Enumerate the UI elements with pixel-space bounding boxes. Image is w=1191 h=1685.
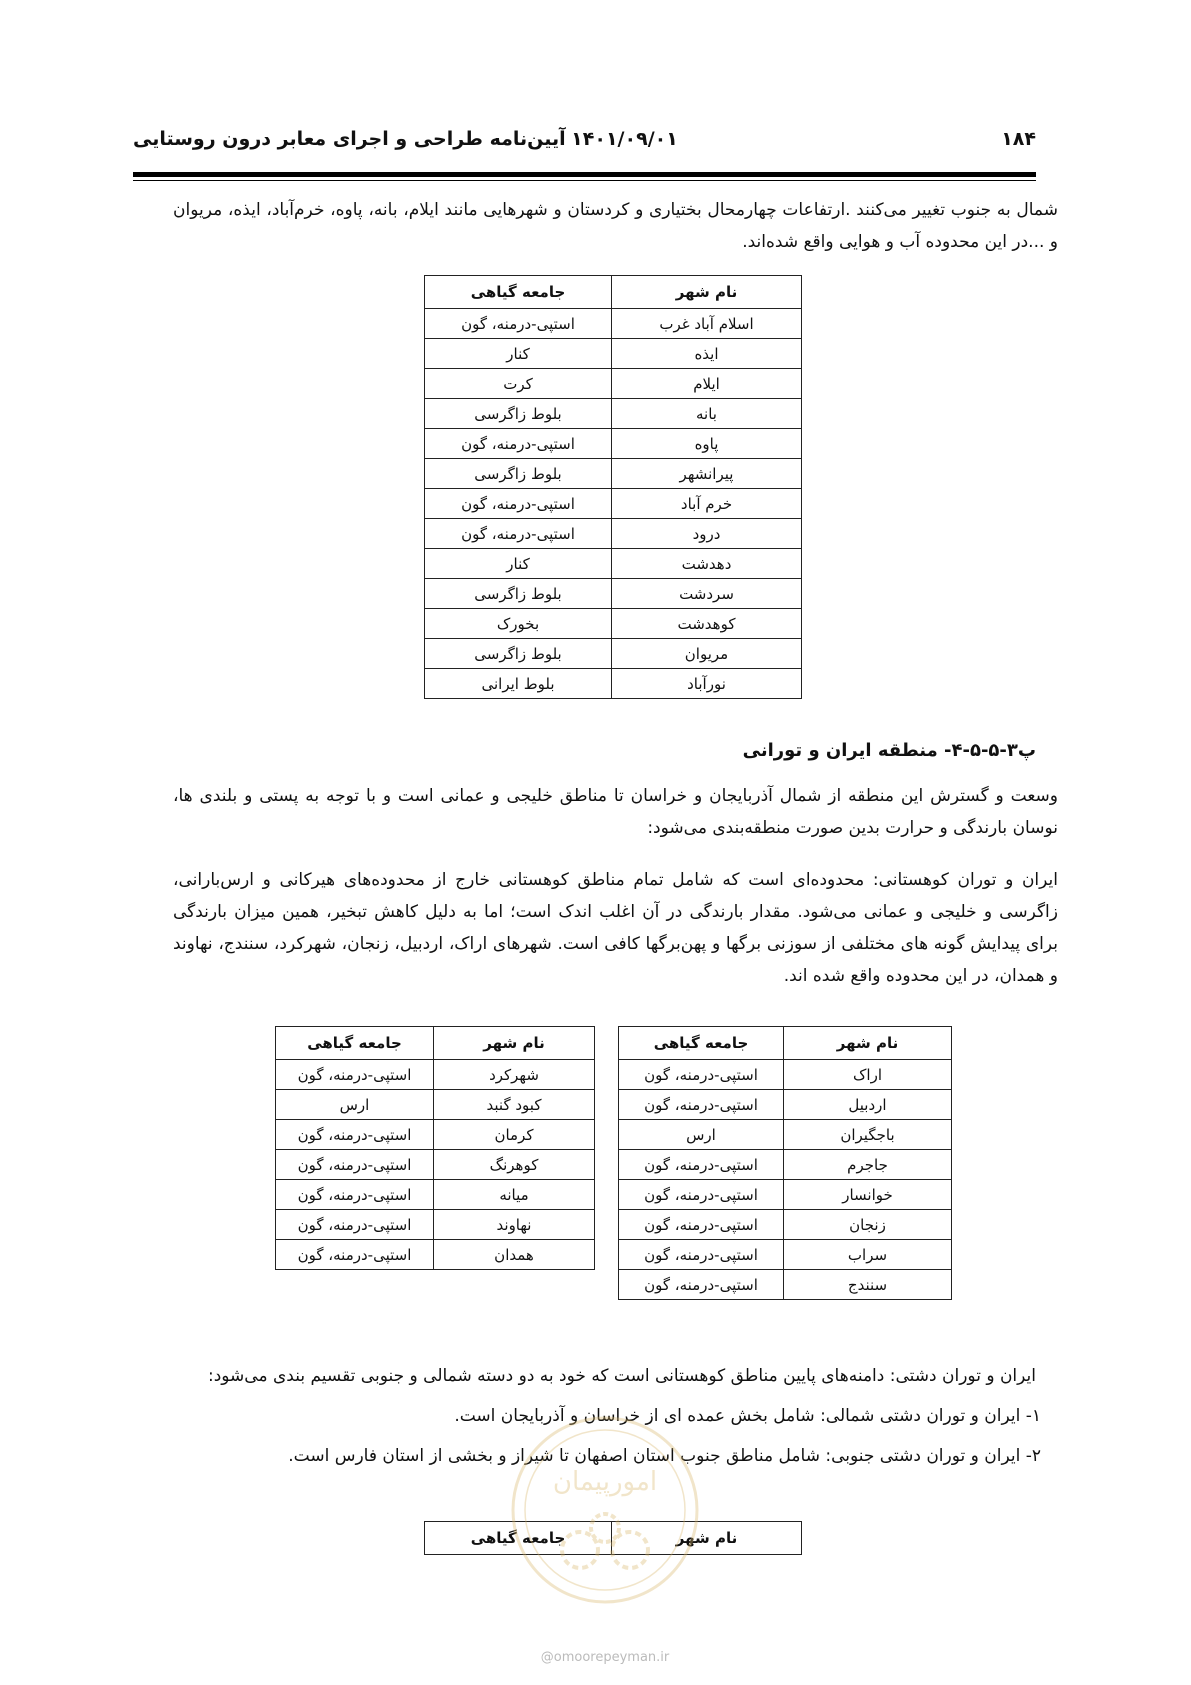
vegetation-cell: بلوط زاگرسی — [425, 459, 612, 489]
city-cell: مریوان — [612, 639, 802, 669]
city-cell: کرمان — [434, 1120, 595, 1150]
table-row — [425, 669, 802, 699]
column-header-vegetation: جامعه گیاهی — [425, 1522, 612, 1555]
city-cell: بانه — [612, 399, 802, 429]
list-number: ۱- — [1025, 1406, 1041, 1426]
section-heading: پ۳-۵-۵-۴- منطقه ایران و تورانی — [742, 740, 1036, 761]
table-row — [619, 1090, 952, 1120]
city-cell: زنجان — [784, 1210, 952, 1240]
header-rule-thin — [133, 180, 1036, 181]
vegetation-cell: استپی-درمنه، گون — [619, 1240, 784, 1270]
table-row — [276, 1210, 595, 1240]
city-cell: کوهدشت — [612, 609, 802, 639]
vegetation-cell: استپی-درمنه، گون — [619, 1210, 784, 1240]
region-description-paragraph: وسعت و گسترش این منطقه از شمال آذربایجان و خراسان تا مناطق خلیجی و عمانی است و با توجه به پستی و بلندی ها، نوسان بارندگی و حرارت بدین صورت منطقه‌بندی می‌شود: — [173, 786, 1058, 838]
table-header-row — [425, 276, 802, 309]
table-row — [276, 1240, 595, 1270]
table-row — [619, 1210, 952, 1240]
city-cell: پاوه — [612, 429, 802, 459]
list-text: ایران و توران دشتی شمالی: شامل بخش عمده ای از خراسان و آذربایجان است. — [454, 1406, 1021, 1426]
table-row — [425, 309, 802, 339]
city-cell: نهاوند — [434, 1210, 595, 1240]
table-row — [425, 339, 802, 369]
city-cell: همدان — [434, 1240, 595, 1270]
city-cell: سراب — [784, 1240, 952, 1270]
vegetation-cell: استپی-درمنه، گون — [276, 1150, 434, 1180]
table-row — [619, 1150, 952, 1180]
vegetation-cell: استپی-درمنه، گون — [425, 489, 612, 519]
watermark-logo-text: امورپیمان — [552, 1467, 658, 1497]
vegetation-table-2-left — [275, 1026, 595, 1270]
city-cell: ایلام — [612, 369, 802, 399]
table-row — [425, 489, 802, 519]
vegetation-cell: ارس — [276, 1090, 434, 1120]
column-header-city: نام شهر — [784, 1027, 952, 1060]
vegetation-cell: استپی-درمنه، گون — [276, 1060, 434, 1090]
column-header-city: نام شهر — [434, 1027, 595, 1060]
vegetation-cell: بلوط ایرانی — [425, 669, 612, 699]
header-rule-thick — [133, 172, 1036, 177]
vegetation-cell: استپی-درمنه، گون — [276, 1210, 434, 1240]
vegetation-cell: استپی-درمنه، گون — [276, 1240, 434, 1270]
table-row — [276, 1180, 595, 1210]
vegetation-cell: استپی-درمنه، گون — [425, 429, 612, 459]
vegetation-cell: استپی-درمنه، گون — [619, 1270, 784, 1300]
city-cell: کوهرنگ — [434, 1150, 595, 1180]
vegetation-cell: استپی-درمنه، گون — [619, 1180, 784, 1210]
table-row — [276, 1150, 595, 1180]
table-row — [425, 549, 802, 579]
mountain-zone-paragraph: ایران و توران کوهستانی: محدوده‌ای است که شامل تمام مناطق کوهستانی خارج از محدوده‌های هیرکانی و ارس‌بارانی، زاگرسی و خلیجی و عمانی می‌شود. مقدار بارندگی در آن اغلب اندک است؛ اما به دلیل کاهش تبخیر، همین میزان بارندگی برای پیدایش گونه های مختلفی از سوزنی برگها و پهن‌برگها کافی است. شهرهای اراک، اردبیل، زنجان، شهرکرد، سنندج، نهاوند و همدان، در این محدوده واقع شده اند. — [173, 870, 1058, 986]
vegetation-cell: بلوط زاگرسی — [425, 399, 612, 429]
table-row — [276, 1090, 595, 1120]
vegetation-cell: استپی-درمنه، گون — [619, 1150, 784, 1180]
vegetation-cell: کنار — [425, 339, 612, 369]
city-cell: اراک — [784, 1060, 952, 1090]
vegetation-cell: استپی-درمنه، گون — [276, 1180, 434, 1210]
intro-paragraph: شمال به جنوب تغییر می‌کنند .ارتفاعات چهارمحال بختیاری و کردستان و شهرهایی مانند ایلام، بانه، پاوه، خرم‌آباد، ایذه، مریوان و ...در این محدوده آب و هوایی واقع شده‌اند. — [173, 200, 1058, 252]
city-cell: اردبیل — [784, 1090, 952, 1120]
table-row — [276, 1060, 595, 1090]
page-header — [133, 128, 1036, 158]
vegetation-cell: کنار — [425, 549, 612, 579]
table-row — [425, 579, 802, 609]
city-cell: شهرکرد — [434, 1060, 595, 1090]
table-row — [425, 429, 802, 459]
vegetation-cell: استپی-درمنه، گون — [425, 309, 612, 339]
table-row — [425, 639, 802, 669]
table-row — [619, 1240, 952, 1270]
city-cell: سردشت — [612, 579, 802, 609]
column-header-vegetation: جامعه گیاهی — [425, 276, 612, 309]
vegetation-cell: کرت — [425, 369, 612, 399]
table-row — [425, 399, 802, 429]
header-date: ۱۴۰۱/۰۹/۰۱ — [571, 128, 678, 150]
table-row — [425, 609, 802, 639]
table-row — [425, 519, 802, 549]
vegetation-cell: استپی-درمنه، گون — [619, 1060, 784, 1090]
list-text: ایران و توران دشتی جنوبی: شامل مناطق جنوب استان اصفهان تا شیراز و بخشی از استان فارس است. — [288, 1446, 1021, 1466]
vegetation-cell: بخورک — [425, 609, 612, 639]
list-number: ۲- — [1025, 1446, 1041, 1466]
vegetation-cell: استپی-درمنه، گون — [619, 1090, 784, 1120]
watermark-logo — [505, 1410, 705, 1610]
city-cell: کبود گنبد — [434, 1090, 595, 1120]
city-cell: باجگیران — [784, 1120, 952, 1150]
table-row — [619, 1180, 952, 1210]
city-cell: پیرانشهر — [612, 459, 802, 489]
city-cell: دهدشت — [612, 549, 802, 579]
vegetation-cell: استپی-درمنه، گون — [276, 1120, 434, 1150]
city-cell: میانه — [434, 1180, 595, 1210]
table-row — [425, 459, 802, 489]
column-header-city: نام شهر — [612, 276, 802, 309]
column-header-vegetation: جامعه گیاهی — [619, 1027, 784, 1060]
table-row — [619, 1120, 952, 1150]
watermark-site: @omoorepeyman.ir — [540, 1650, 670, 1665]
table-row — [619, 1060, 952, 1090]
city-cell: درود — [612, 519, 802, 549]
vegetation-table-1 — [424, 275, 802, 699]
city-cell: اسلام آباد غرب — [612, 309, 802, 339]
vegetation-cell: بلوط زاگرسی — [425, 639, 612, 669]
column-header-city: نام شهر — [612, 1522, 802, 1555]
city-cell: خرم آباد — [612, 489, 802, 519]
vegetation-cell: استپی-درمنه، گون — [425, 519, 612, 549]
table-row — [619, 1270, 952, 1300]
city-cell: ایذه — [612, 339, 802, 369]
document-title: آیین‌نامه طراحی و اجرای معابر درون روستایی — [133, 128, 566, 150]
plains-zone-paragraph: ایران و توران دشتی: دامنه‌های پایین مناطق کوهستانی است که خود به دو دسته شمالی و جنوبی تقسیم بندی می‌شود: — [207, 1366, 1036, 1386]
page-number: ۱۸۴ — [1001, 128, 1036, 150]
table-row — [276, 1120, 595, 1150]
city-cell: سنندج — [784, 1270, 952, 1300]
table-header-row — [276, 1027, 595, 1060]
column-header-vegetation: جامعه گیاهی — [276, 1027, 434, 1060]
vegetation-cell: بلوط زاگرسی — [425, 579, 612, 609]
table-row — [425, 369, 802, 399]
vegetation-table-2-right — [618, 1026, 952, 1300]
table-header-row — [619, 1027, 952, 1060]
city-cell: نورآباد — [612, 669, 802, 699]
city-cell: خوانسار — [784, 1180, 952, 1210]
vegetation-cell: ارس — [619, 1120, 784, 1150]
city-cell: جاجرم — [784, 1150, 952, 1180]
